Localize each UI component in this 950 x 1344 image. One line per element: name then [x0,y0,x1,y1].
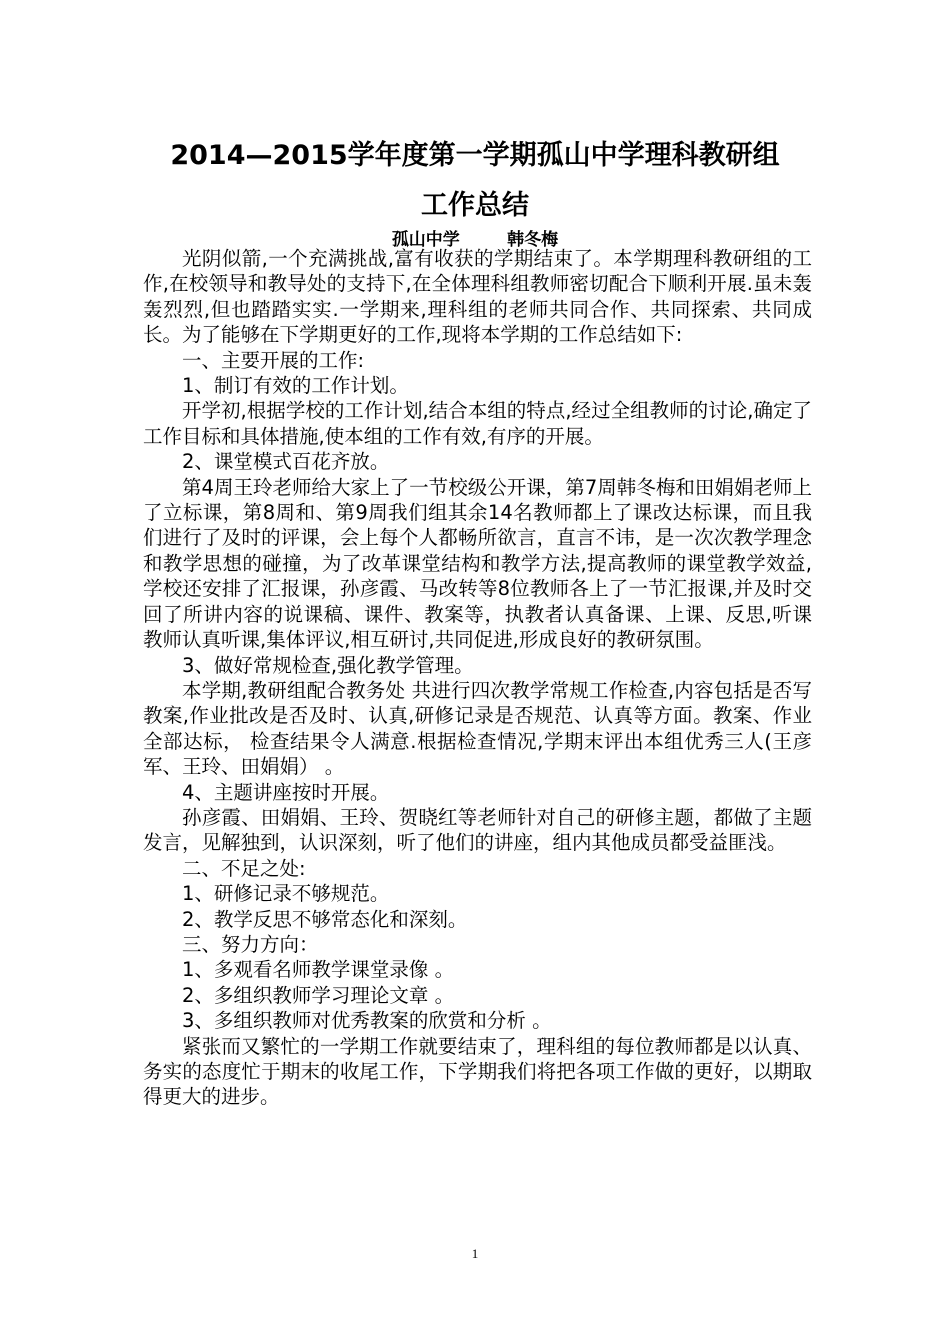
list-item-direction-3: 3、多组织教师对优秀教案的欣赏和分析 。 [182,1009,552,1033]
author-byline: 孤山中学 韩冬梅 [391,230,559,250]
document-title-line-2: 工作总结 [421,190,529,221]
paragraph-conclusion: 紧张而又繁忙的一学期工作就要结束了，理科组的每位教师都是以认真、务实的态度忙于期末的收尾工作，下学期我们将把各项工作做的更好，以期取得更大的进步。 [143,1034,812,1109]
paragraph-inspection: 本学期,教研组配合教务处 共进行四次教学常规工作检查,内容包括是否写教案,作业批改是否及时、认真,研修记录是否规范、认真等方面。教案、作业全部达标， 检查结果令人满意.根据检查情况,学期末评出本组优秀三人(王彦军、王玲、田娟娟） 。 [143,678,812,779]
item-heading-lectures: 4、主题讲座按时开展。 [182,780,390,804]
list-item-shortcoming-2: 2、教学反思不够常态化和深刻。 [182,907,468,931]
paragraph-intro: 光阴似箭,一个充满挑战,富有收获的学期结束了。本学期理科教研组的工作,在校领导和教导处的支持下,在全体理科组教师密切配合下顺利开展.虽未轰轰烈烈,但也踏踏实实.一学期来,理科组的老师共同合作、共同探索、共同成长。为了能够在下学期更好的工作,现将本学期的工作总结如下: [143,247,812,347]
document-body [143,246,812,1110]
section-heading-shortcomings: 二、不足之处: [182,856,306,880]
item-heading-classroom: 2、课堂模式百花齐放。 [182,450,390,474]
section-heading-direction: 三、努力方向： [182,932,319,956]
paragraph-classroom: 第4周王玲老师给大家上了一节校级公开课，第7周韩冬梅和田娟娟老师上了立标课，第8周和、第9周我们组其余14名教师都上了课改达标课，而且我们进行了及时的评课，会上每个人都畅所欲言，直言不讳，是一次次教学理念和教学思想的碰撞，为了改革课堂结构和教学方法,提高教师的课堂教学效益,学校还安排了汇报课，孙彦霞、马改转等8位教师各上了一节汇报课,并及时交回了所讲内容的说课稿、课件、教案等，执教者认真备课、上课、反思,听课教师认真听课,集体评议,相互研讨,共同促进,形成良好的教研氛围。 [143,475,812,652]
list-item-shortcoming-1: 1、研修记录不够规范。 [182,882,390,906]
list-item-direction-1: 1、多观看名师教学课堂录像 。 [182,958,455,982]
page-number: 1 [471,1246,479,1261]
item-heading-plan: 1、制订有效的工作计划。 [182,374,409,398]
document-title-line-1: 2014—2015学年度第一学期孤山中学理科教研组 [170,140,780,171]
section-heading-main-work: 一、主要开展的工作: [182,348,365,372]
paragraph-lectures: 孙彦霞、田娟娟、王玲、贺晓红等老师针对自己的研修主题，都做了主题发言，见解独到，认识深刻，听了他们的讲座，组内其他成员都受益匪浅。 [143,805,812,855]
list-item-direction-2: 2、多组织教师学习理论文章 。 [182,983,455,1007]
paragraph-plan: 开学初,根据学校的工作计划,结合本组的特点,经过全组教师的讨论,确定了工作目标和具体措施,使本组的工作有效,有序的开展。 [143,399,812,448]
item-heading-inspection: 3、做好常规检查,强化教学管理。 [182,653,474,677]
